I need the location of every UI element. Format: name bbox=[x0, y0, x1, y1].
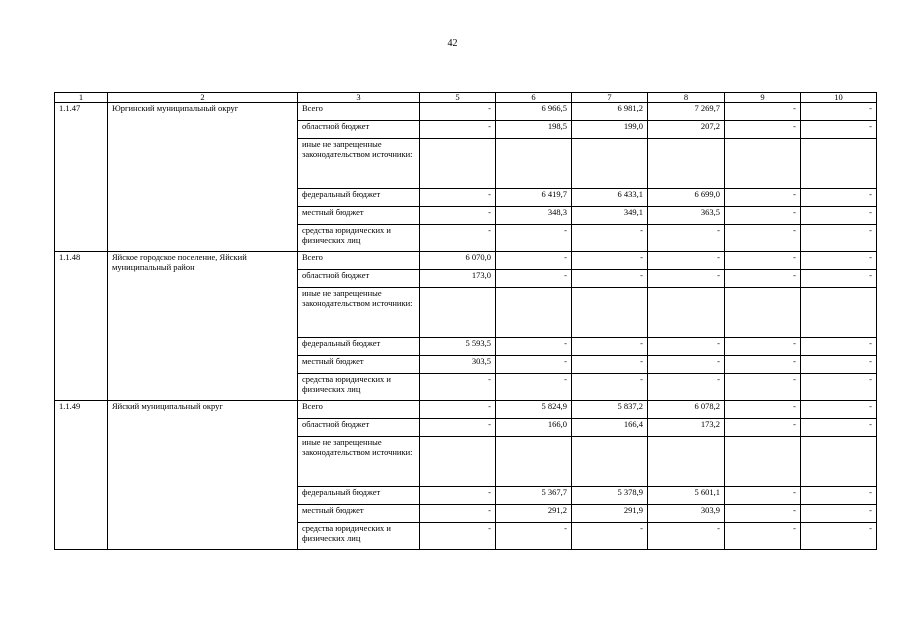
funding-source-label: Всего bbox=[298, 103, 420, 121]
value-cell: - bbox=[648, 252, 725, 270]
value-cell: 6 078,2 bbox=[648, 401, 725, 419]
budget-table bbox=[54, 92, 877, 550]
value-cell: - bbox=[420, 121, 496, 139]
value-cell: - bbox=[420, 487, 496, 505]
value-cell bbox=[648, 139, 725, 189]
table-row bbox=[55, 103, 877, 121]
value-cell bbox=[801, 139, 877, 189]
value-cell: 303,5 bbox=[420, 356, 496, 374]
value-cell: 199,0 bbox=[572, 121, 648, 139]
column-header: 2 bbox=[108, 93, 298, 103]
value-cell: 5 367,7 bbox=[496, 487, 572, 505]
value-cell: - bbox=[801, 419, 877, 437]
value-cell: - bbox=[801, 103, 877, 121]
value-cell bbox=[420, 288, 496, 338]
table-row bbox=[55, 252, 877, 270]
row-code: 1.1.49 bbox=[55, 401, 108, 550]
value-cell: - bbox=[420, 401, 496, 419]
value-cell: 5 378,9 bbox=[572, 487, 648, 505]
row-code: 1.1.47 bbox=[55, 103, 108, 252]
value-cell: - bbox=[496, 523, 572, 550]
value-cell bbox=[648, 288, 725, 338]
value-cell: - bbox=[648, 523, 725, 550]
municipality-name: Юргинский муниципальный округ bbox=[108, 103, 298, 252]
value-cell: 363,5 bbox=[648, 207, 725, 225]
value-cell: - bbox=[801, 523, 877, 550]
value-cell: 166,0 bbox=[496, 419, 572, 437]
funding-source-label: федеральный бюджет bbox=[298, 189, 420, 207]
value-cell bbox=[496, 437, 572, 487]
funding-source-label: Всего bbox=[298, 401, 420, 419]
value-cell: 173,0 bbox=[420, 270, 496, 288]
value-cell: - bbox=[648, 270, 725, 288]
value-cell bbox=[496, 139, 572, 189]
funding-source-label: иные не запрещенные законодательством источники: bbox=[298, 437, 420, 487]
value-cell: - bbox=[496, 252, 572, 270]
funding-source-label: средства юридических и физических лиц bbox=[298, 225, 420, 252]
value-cell: - bbox=[725, 189, 801, 207]
page-number: 42 bbox=[447, 38, 458, 49]
value-cell: - bbox=[801, 487, 877, 505]
value-cell bbox=[725, 437, 801, 487]
value-cell: - bbox=[572, 356, 648, 374]
value-cell bbox=[801, 288, 877, 338]
column-header: 9 bbox=[725, 93, 801, 103]
value-cell: 6 699,0 bbox=[648, 189, 725, 207]
value-cell bbox=[420, 437, 496, 487]
value-cell: - bbox=[420, 207, 496, 225]
value-cell: - bbox=[496, 374, 572, 401]
value-cell: - bbox=[801, 401, 877, 419]
value-cell: - bbox=[572, 338, 648, 356]
value-cell: - bbox=[725, 225, 801, 252]
value-cell bbox=[496, 288, 572, 338]
value-cell: - bbox=[801, 356, 877, 374]
value-cell: - bbox=[496, 356, 572, 374]
value-cell bbox=[801, 437, 877, 487]
value-cell: - bbox=[725, 121, 801, 139]
value-cell: - bbox=[420, 103, 496, 121]
value-cell: 7 269,7 bbox=[648, 103, 725, 121]
value-cell: 5 824,9 bbox=[496, 401, 572, 419]
value-cell: - bbox=[725, 207, 801, 225]
funding-source-label: областной бюджет bbox=[298, 121, 420, 139]
value-cell: - bbox=[496, 338, 572, 356]
value-cell: - bbox=[801, 225, 877, 252]
value-cell: - bbox=[801, 270, 877, 288]
value-cell: - bbox=[648, 374, 725, 401]
value-cell: 5 593,5 bbox=[420, 338, 496, 356]
value-cell: - bbox=[648, 356, 725, 374]
value-cell: - bbox=[420, 225, 496, 252]
value-cell: - bbox=[801, 252, 877, 270]
funding-source-label: федеральный бюджет bbox=[298, 487, 420, 505]
value-cell bbox=[648, 437, 725, 487]
funding-source-label: Всего bbox=[298, 252, 420, 270]
column-header: 1 bbox=[55, 93, 108, 103]
value-cell: 348,3 bbox=[496, 207, 572, 225]
value-cell: - bbox=[801, 121, 877, 139]
value-cell: - bbox=[648, 338, 725, 356]
value-cell: 166,4 bbox=[572, 419, 648, 437]
column-header: 3 bbox=[298, 93, 420, 103]
column-header: 8 bbox=[648, 93, 725, 103]
value-cell: - bbox=[725, 270, 801, 288]
value-cell: - bbox=[648, 225, 725, 252]
funding-source-label: местный бюджет bbox=[298, 207, 420, 225]
value-cell: - bbox=[572, 270, 648, 288]
column-header: 10 bbox=[801, 93, 877, 103]
value-cell: 207,2 bbox=[648, 121, 725, 139]
value-cell: - bbox=[420, 505, 496, 523]
value-cell: 349,1 bbox=[572, 207, 648, 225]
value-cell: - bbox=[496, 225, 572, 252]
funding-source-label: федеральный бюджет bbox=[298, 338, 420, 356]
funding-source-label: областной бюджет bbox=[298, 270, 420, 288]
funding-source-label: иные не запрещенные законодательством источники: bbox=[298, 288, 420, 338]
value-cell: - bbox=[572, 374, 648, 401]
value-cell: 6 433,1 bbox=[572, 189, 648, 207]
value-cell: - bbox=[725, 401, 801, 419]
value-cell: - bbox=[801, 189, 877, 207]
value-cell: 291,2 bbox=[496, 505, 572, 523]
value-cell: - bbox=[725, 103, 801, 121]
value-cell: - bbox=[725, 252, 801, 270]
value-cell bbox=[725, 288, 801, 338]
value-cell: - bbox=[420, 189, 496, 207]
value-cell: - bbox=[420, 419, 496, 437]
funding-source-label: местный бюджет bbox=[298, 356, 420, 374]
value-cell: - bbox=[725, 374, 801, 401]
funding-source-label: средства юридических и физических лиц bbox=[298, 523, 420, 550]
column-header: 5 bbox=[420, 93, 496, 103]
value-cell bbox=[572, 288, 648, 338]
value-cell: 173,2 bbox=[648, 419, 725, 437]
column-header: 6 bbox=[496, 93, 572, 103]
funding-source-label: местный бюджет bbox=[298, 505, 420, 523]
value-cell bbox=[572, 139, 648, 189]
value-cell: 6 981,2 bbox=[572, 103, 648, 121]
value-cell: - bbox=[496, 270, 572, 288]
funding-source-label: средства юридических и физических лиц bbox=[298, 374, 420, 401]
value-cell: - bbox=[420, 523, 496, 550]
value-cell bbox=[572, 437, 648, 487]
municipality-name: Яйское городское поселение, Яйский муниципальный район bbox=[108, 252, 298, 401]
column-header: 7 bbox=[572, 93, 648, 103]
value-cell bbox=[725, 139, 801, 189]
value-cell: 6 419,7 bbox=[496, 189, 572, 207]
value-cell bbox=[420, 139, 496, 189]
table-row bbox=[55, 401, 877, 419]
value-cell: 5 837,2 bbox=[572, 401, 648, 419]
value-cell: 291,9 bbox=[572, 505, 648, 523]
value-cell: 5 601,1 bbox=[648, 487, 725, 505]
value-cell: - bbox=[725, 487, 801, 505]
value-cell: - bbox=[801, 374, 877, 401]
row-code: 1.1.48 bbox=[55, 252, 108, 401]
funding-source-label: иные не запрещенные законодательством источники: bbox=[298, 139, 420, 189]
value-cell: - bbox=[725, 505, 801, 523]
table-header-row bbox=[55, 93, 877, 103]
value-cell: - bbox=[572, 252, 648, 270]
value-cell: 198,5 bbox=[496, 121, 572, 139]
value-cell: - bbox=[801, 338, 877, 356]
value-cell: - bbox=[725, 523, 801, 550]
value-cell: - bbox=[572, 523, 648, 550]
value-cell: - bbox=[420, 374, 496, 401]
value-cell: 303,9 bbox=[648, 505, 725, 523]
funding-source-label: областной бюджет bbox=[298, 419, 420, 437]
value-cell: - bbox=[725, 356, 801, 374]
value-cell: - bbox=[801, 505, 877, 523]
municipality-name: Яйский муниципальный округ bbox=[108, 401, 298, 550]
value-cell: 6 070,0 bbox=[420, 252, 496, 270]
value-cell: - bbox=[572, 225, 648, 252]
value-cell: - bbox=[725, 419, 801, 437]
value-cell: - bbox=[801, 207, 877, 225]
value-cell: 6 966,5 bbox=[496, 103, 572, 121]
value-cell: - bbox=[725, 338, 801, 356]
